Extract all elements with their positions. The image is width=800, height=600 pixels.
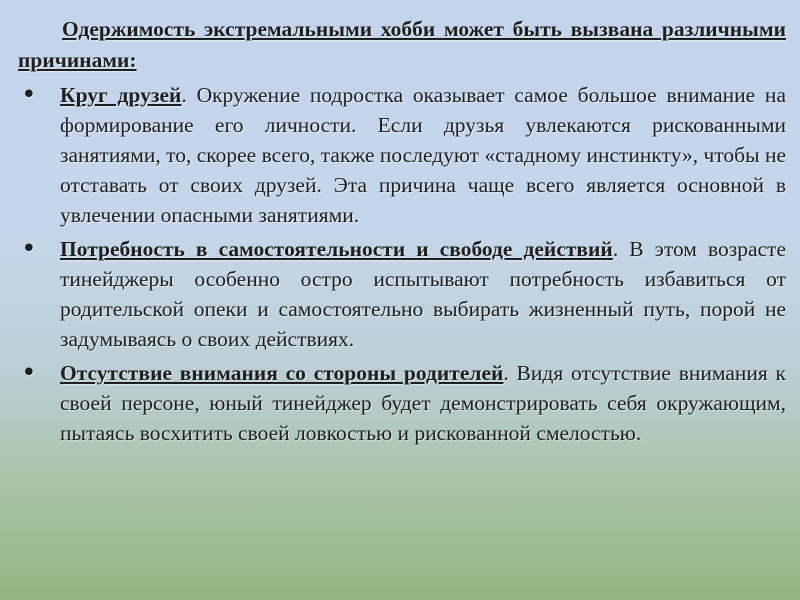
bullet-list <box>18 80 786 448</box>
slide-content <box>18 14 786 452</box>
bullet-icon: • <box>22 236 36 261</box>
bullet-item-friends <box>18 80 786 230</box>
bullet-heading: Потребность в самостоятельности и свободе действий <box>60 237 613 261</box>
bullet-item-parents <box>18 358 786 448</box>
bullet-icon: • <box>22 360 36 385</box>
bullet-text: . Видя отсутствие внимания к своей персоне, юный тинейджер будет демонстрировать себя окружающим, пытаясь восхитить своей ловкостью и рискованной смелостью. <box>60 361 786 445</box>
bullet-heading: Круг друзей <box>60 83 182 107</box>
bullet-icon: • <box>22 82 36 107</box>
bullet-heading: Отсутствие внимания со стороны родителей <box>60 361 504 385</box>
slide-title: Одержимость экстремальными хобби может быть вызвана различными причинами: <box>18 17 786 72</box>
bullet-text: . Окружение подростка оказывает самое большое внимание на формирование его личности. Если друзья увлекаются рискованными занятиями, то, скорее всего, также последуют «стадному инстинкту», чтобы не отставать от своих друзей. Эта причина чаще всего является основной в увлечении опасными занятиями. <box>60 83 786 227</box>
bullet-text: . В этом возрасте тинейджеры особенно остро испытывают потребность избавиться от родительской опеки и самостоятельно выбирать жизненный путь, порой не задумываясь о своих действиях. <box>60 237 786 351</box>
bullet-item-independence <box>18 234 786 354</box>
